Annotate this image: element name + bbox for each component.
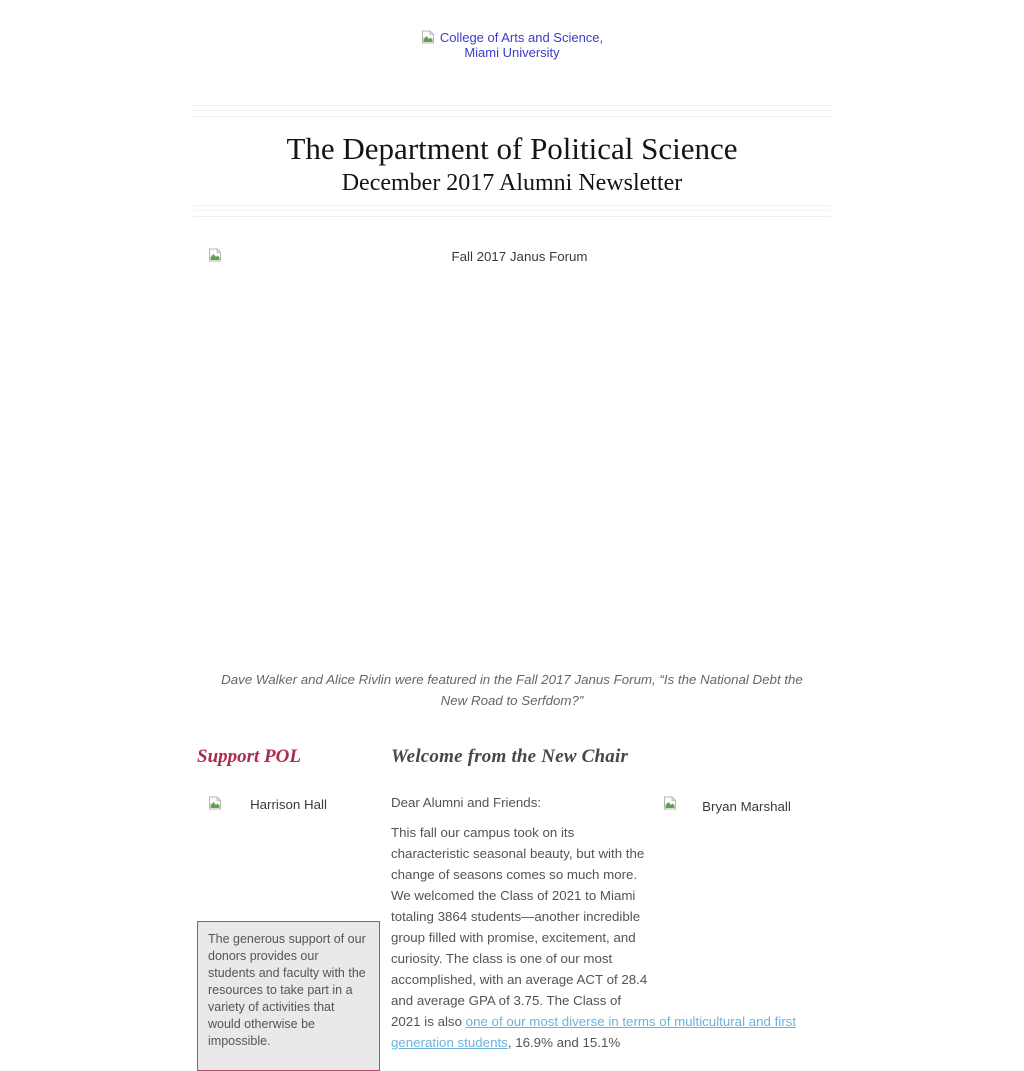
hero-image-alt: Fall 2017 Janus Forum — [451, 249, 588, 264]
support-pol-heading: Support POL — [197, 746, 301, 767]
harrison-hall-image-placeholder — [197, 793, 380, 921]
broken-image-icon — [663, 795, 677, 809]
logo-alt-text: College of Arts and Science, — [439, 30, 604, 45]
logo-alt-line2: Miami University — [464, 45, 560, 60]
donor-support-callout-text: The generous support of our donors provides our students and faculty with the resources to take part in a variety of activities that would otherwise be impossible. — [208, 932, 366, 1048]
divider — [193, 105, 831, 117]
hero-image-placeholder — [208, 245, 831, 665]
paragraph-start-text: This fall our campus took on its characteristic seasonal beauty, but with the change of seasons comes so much more. We welcomed the Class of 2021 to Miami totaling 3864 students—another incredible group filled with promise, excitement, and curiosity. The class is one of our most accomplished, with an average ACT of 28.4 and average GPA of 3.75. The Class of 2021 is also — [391, 825, 648, 1029]
diversity-students-link[interactable]: one of our most diverse in terms of multicultural and first generation students — [391, 1014, 797, 1050]
bryan-marshall-image-placeholder — [662, 792, 831, 996]
main-column — [391, 745, 831, 1071]
broken-image-icon — [421, 30, 440, 45]
masthead-logo-link[interactable] — [193, 30, 831, 60]
newsletter-page — [193, 0, 831, 1071]
logo-alt-line1 — [421, 30, 603, 45]
paragraph-end-text: , 16.9% and 15.1% — [507, 1035, 621, 1050]
newsletter-title: The Department of Political Science — [286, 131, 738, 166]
broken-image-icon — [208, 796, 222, 810]
chair-letter — [391, 792, 831, 1053]
hero-caption: Dave Walker and Alice Rivlin were featured in the Fall 2017 Janus Forum, “Is the National Debt the New Road to Serfdom?” — [221, 672, 803, 708]
harrison-hall-image-alt: Harrison Hall — [250, 797, 327, 812]
welcome-heading: Welcome from the New Chair — [391, 746, 629, 767]
broken-image-icon — [208, 248, 222, 262]
sidebar-column — [197, 745, 380, 1071]
bryan-marshall-image-alt: Bryan Marshall — [702, 799, 791, 814]
content-columns — [193, 745, 831, 1071]
donor-support-callout — [197, 921, 380, 1071]
greeting-text: Dear Alumni and Friends: — [391, 795, 542, 810]
divider — [193, 205, 831, 217]
newsletter-subtitle: December 2017 Alumni Newsletter — [341, 170, 683, 196]
